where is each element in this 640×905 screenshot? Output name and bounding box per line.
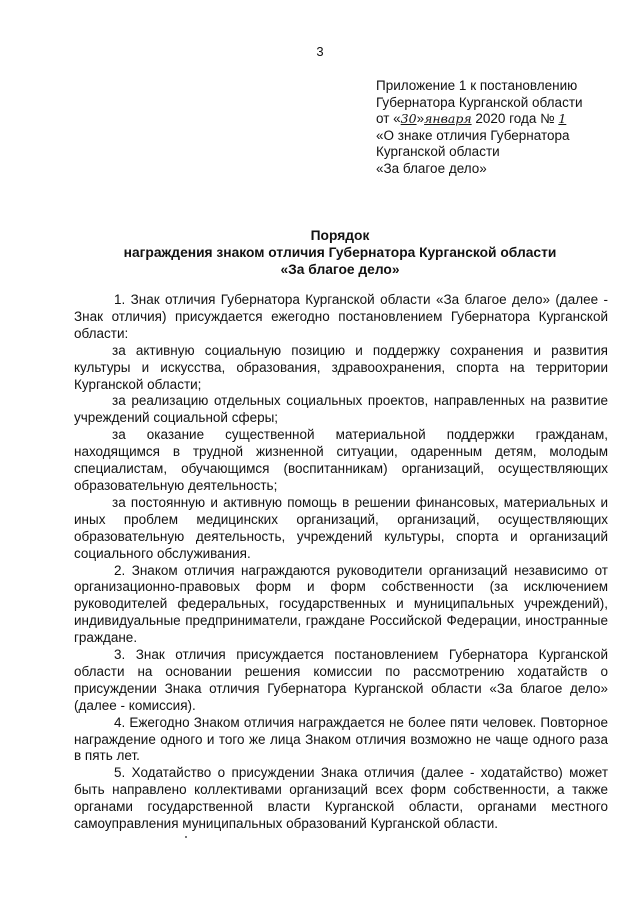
scan-speck — [185, 836, 187, 838]
appendix-line-5: Курганской области — [376, 144, 500, 159]
paragraph-5: 5. Ходатайство о присуждении Знака отличия (далее - ходатайство) может быть направлено коллективами организаций всех форм собственности, а также органами государственной власти Курганской области, органами местного самоуправления муниципальных образований Курганской области. — [74, 765, 608, 832]
document-body — [74, 292, 608, 833]
handwritten-day: 30 — [400, 111, 417, 126]
paragraph-1-item-3: за оказание существенной материальной поддержки гражданам, находящимся в трудной жизненной ситуации, одаренным детям, молодым специалистам, обучающимся (воспитанникам) организаций, осуществляющих образовательную деятельность; — [74, 427, 608, 493]
title-line-3: «За благое дело» — [280, 262, 400, 277]
page-number: 3 — [316, 44, 324, 59]
paragraph-4: 4. Ежегодно Знаком отличия награждается не более пяти человек. Повторное награждение одного и того же лица Знаком отличия возможно не чаще одного раза в пять лет. — [74, 714, 608, 764]
appendix-line-2: Губернатора Курганской области — [376, 94, 583, 110]
date-year: 2020 года № — [471, 111, 559, 126]
paragraph-3: 3. Знак отличия присуждается постановлением Губернатора Курганской области на основании решения комиссии по рассмотрению ходатайств о присуждении Знака отличия Губернатора Курганской области «За благое дело» (далее - комиссия). — [74, 647, 608, 713]
date-mid: » — [416, 111, 425, 126]
appendix-line-4: «О знаке отличия Губернатора — [376, 127, 570, 143]
document-title — [60, 227, 620, 278]
date-prefix: от « — [376, 111, 401, 126]
appendix-line-1: Приложение 1 к постановлению — [376, 78, 578, 93]
appendix-date-line — [376, 111, 626, 128]
appendix-header — [376, 78, 626, 177]
paragraph-1: 1. Знак отличия Губернатора Курганской области «За благое дело» (далее - Знак отличия) присуждается ежегодно постановлением Губернатора Курганской области: — [74, 292, 608, 341]
title-line-2: награждения знаком отличия Губернатора Курганской области — [123, 245, 557, 260]
paragraph-1-item-1: за активную социальную позицию и поддержку сохранения и развития культуры и искусства, образования, здравоохранения, спорта на территории Курганской области; — [74, 342, 608, 392]
title-line-1: Порядок — [310, 228, 370, 243]
handwritten-month: января — [424, 111, 472, 126]
handwritten-number: 1 — [558, 111, 567, 126]
paragraph-1-item-2: за реализацию отдельных социальных проектов, направленных на развитие учреждений социальной сферы; — [74, 393, 608, 426]
paragraph-1-item-4: за постоянную и активную помощь в решении финансовых, материальных и иных проблем медицинских организаций, организаций, осуществляющих образовательную деятельность, учреждений культуры, спорта и организаций социального обслуживания. — [74, 494, 608, 561]
paragraph-2: 2. Знаком отличия награждаются руководители организаций независимо от организационно-правовых форм и форм собственности (за исключением руководителей федеральных, государственных и муниципальных учреждений), индивидуальные предприниматели, граждане Российской Федерации, иностранные граждане. — [74, 562, 608, 646]
appendix-line-6: «За благое дело» — [376, 160, 487, 176]
